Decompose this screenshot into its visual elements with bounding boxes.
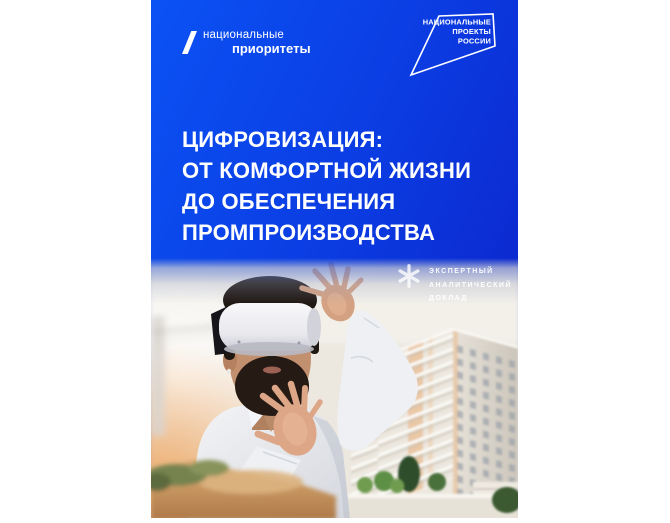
logo-projects-line1: НАЦИОНАЛЬНЫЕ: [422, 17, 491, 27]
logo-priorities-line2: приоритеты: [232, 41, 311, 57]
logo-projects-line3: РОССИИ: [457, 36, 491, 46]
title-line2: ОТ КОМФОРТНОЙ ЖИЗНИ: [182, 158, 472, 183]
badge-line3: ДОКЛАД: [429, 295, 468, 302]
title-line3: ДО ОБЕСПЕЧЕНИЯ: [182, 189, 396, 214]
logo-national-projects: [407, 11, 497, 79]
title-line1: ЦИФРОВИЗАЦИЯ:: [182, 127, 384, 152]
national-projects-outline-icon: [407, 11, 497, 79]
logo-priorities-line1: национальные: [203, 29, 285, 41]
badge-line2: АНАЛИТИЧЕСКИЙ: [429, 281, 512, 289]
report-title: [182, 124, 471, 248]
expert-report-badge: [396, 263, 512, 306]
logo-priorities-text: [203, 29, 311, 56]
slash-icon: [182, 31, 197, 54]
report-cover: [151, 0, 518, 518]
expert-report-badge-text: [429, 263, 512, 306]
snowflake-icon: [396, 263, 422, 289]
badge-line1: ЭКСПЕРТНЫЙ: [429, 268, 494, 275]
title-line4: ПРОМПРОИЗВОДСТВА: [182, 220, 436, 245]
logo-national-priorities: [182, 29, 311, 56]
logo-projects-line2: ПРОЕКТЫ: [452, 27, 491, 36]
